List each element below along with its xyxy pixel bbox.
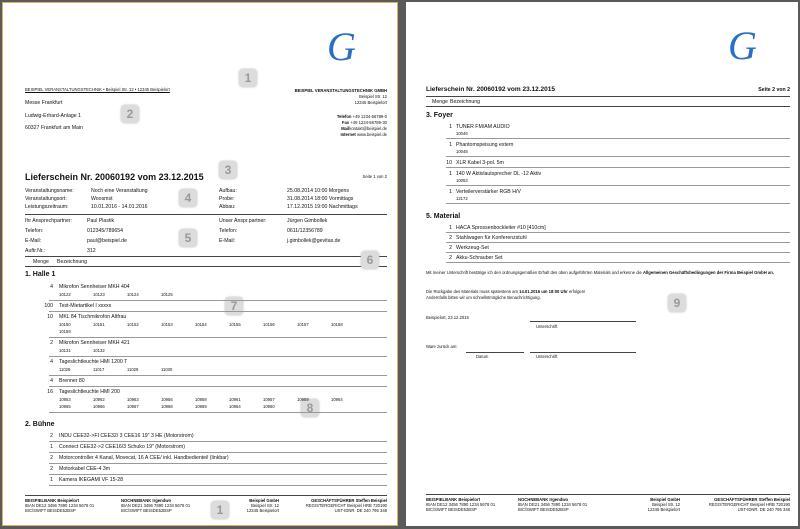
document-title: Lieferschein Nr. 20060192 vom 23.12.2015 <box>426 86 556 93</box>
item-description: MKL 84 Tischmikrofon Altfrau <box>59 314 127 320</box>
item-code: 10958 <box>195 397 207 402</box>
sender-line: BEISPIEL VERANSTALTUNGSTECHNIK • Beispiel Str. 12 • 12345 Beispielort <box>25 87 170 92</box>
recipient-city: 60327 Frankfurt am Main <box>25 125 83 131</box>
item-code: 10966 <box>93 404 105 409</box>
their-phone: 012345/789654 <box>87 228 124 234</box>
their-email: paul@beispiel.de <box>87 238 127 244</box>
footer-address: Beispiel GmbH Beispiel Str. 12 12345 Beispielort <box>246 498 279 513</box>
notify-text: Andernfalls bitten wir um schnellstmögliche Benachrichtigung. <box>426 295 541 300</box>
row-divider <box>446 167 790 168</box>
qty-column-header: Menge <box>33 259 49 265</box>
item-code: 10125 <box>161 292 173 297</box>
item-code: 10963 <box>127 397 139 402</box>
row-divider <box>49 375 387 376</box>
row-divider <box>49 311 387 312</box>
annotation-badge: 3 <box>219 161 237 179</box>
item-qty: 4 <box>50 284 53 290</box>
item-qty: 1 <box>449 171 452 177</box>
their-contact: Paul Plastik <box>87 218 115 224</box>
return-date-line <box>466 352 524 353</box>
annotation-badge: 2 <box>121 105 139 123</box>
item-qty: 10 <box>47 314 53 320</box>
item-description: Phantomspeisung extern <box>456 142 514 148</box>
footer-address: Beispiel GmbH Beispiel Str. 12 12345 Beispielort <box>647 497 680 512</box>
contact-mail: Mailkontakt@beispiel.de <box>341 126 387 131</box>
item-qty: 1 <box>50 444 53 450</box>
annotation-badge: 9 <box>668 294 686 312</box>
item-code: 10151 <box>93 322 105 327</box>
return-signature-line <box>530 352 636 353</box>
contact-web: Internet www.beispiel.de <box>340 132 387 137</box>
item-qty: 4 <box>50 378 53 384</box>
event-place: Woosmst <box>91 196 113 202</box>
item-qty: 100 <box>44 303 53 309</box>
our-phone-label: Telefon: <box>219 228 238 234</box>
item-qty: 16 <box>47 389 53 395</box>
item-qty: 1 <box>449 189 452 195</box>
company-logo: G <box>728 23 757 68</box>
footer-bank-2: NOCHNEBANK Irgendwo IBAN DE21 3456 7890 1234 5678 01 BIC/SWIFT BEISDE52BSP <box>518 497 588 512</box>
item-qty: 2 <box>50 466 53 472</box>
section-foyer: 3. Foyer <box>426 112 453 119</box>
row-divider <box>49 441 387 442</box>
item-description: Stahlwagen für Konferenzstuhl <box>456 235 527 241</box>
recipient-name: Messe Frankfurt <box>25 100 63 106</box>
our-phone: 0611/12356789 <box>287 228 323 234</box>
row-divider <box>49 463 387 464</box>
item-qty: 1 <box>449 142 452 148</box>
table-header-top-rule <box>25 256 387 257</box>
row-divider <box>49 356 387 357</box>
footer-rule <box>25 495 387 496</box>
annotation-badge: 7 <box>225 297 243 315</box>
document-title: Lieferschein Nr. 20060192 vom 23.12.2015 <box>25 172 204 182</box>
item-qty: 2 <box>449 235 452 241</box>
item-code: 10961 <box>229 397 241 402</box>
annotation-badge: 8 <box>301 399 319 417</box>
item-description: Akku-Schrauber Set <box>456 255 503 261</box>
item-qty: 10 <box>446 160 452 166</box>
annotation-badge: 1 <box>239 69 257 87</box>
their-email-label: E-Mail: <box>25 238 42 244</box>
section-hall-1: 1. Halle 1 <box>25 271 56 278</box>
item-code: 10048 <box>456 149 468 154</box>
item-description: Kamera IKEGAMI VF 15-28 <box>59 477 124 483</box>
annotation-badge: 4 <box>179 189 197 207</box>
item-code: 10959 <box>297 397 309 402</box>
row-divider <box>446 242 790 243</box>
company-logo: G <box>327 24 356 69</box>
footer-bank-2: NOCHNEBANK Irgendwo IBAN DE21 3456 7890 1234 5678 01 BIC/SWIFT BEISDE52BSP <box>121 498 191 513</box>
table-header-bottom-rule <box>25 266 387 267</box>
their-contact-label: Ihr Ansprechpartner: <box>25 218 73 224</box>
item-description: Test-Mietartikel I xxxxx <box>59 303 112 309</box>
item-qty: 2 <box>449 245 452 251</box>
contact-fax: Fax +49 1234-56789-30 <box>341 120 387 125</box>
item-code: 11030 <box>161 367 173 372</box>
footer-bank-1: BEISPIELBANK Beispielort IBAN DE12 3456 7890 1234 5678 01 BIC/SWIFT BEISDE52BSP <box>25 498 95 513</box>
item-code: 11017 <box>93 367 105 372</box>
page-number: Seite 1 von 2 <box>362 174 387 179</box>
item-code: 10153 <box>161 322 173 327</box>
row-divider <box>49 337 387 338</box>
their-phone-label: Telefon: <box>25 228 44 234</box>
service-period: 10.01.2016 - 14.01.2016 <box>91 204 148 210</box>
item-description: Mikrofon Sennheiser MKH 404 <box>59 284 130 290</box>
item-qty: 2 <box>50 433 53 439</box>
row-divider <box>49 452 387 453</box>
row-divider <box>446 262 790 263</box>
item-code: 11028 <box>59 367 71 372</box>
item-code: 10122 <box>59 292 71 297</box>
item-code: 10967 <box>127 404 139 409</box>
our-email: j.gimbollek@gevitas.de <box>287 238 341 244</box>
our-contact: Jürgen Gimbollek <box>287 218 328 224</box>
item-description: XLR Kabel 3-pol. 5m <box>456 160 504 166</box>
rehearsal-label: Probe: <box>219 196 235 202</box>
annotation-badge: 6 <box>361 251 379 269</box>
item-code: 10131 <box>59 348 71 353</box>
item-code: 10152 <box>127 322 139 327</box>
footer-bank-1: BEISPIELBANK Beispielort IBAN DE12 3456 7890 1234 5678 01 BIC/SWIFT BEISDE52BSP <box>426 497 496 512</box>
return-deadline: Die Rückgabe des Materials muss spätestens am 14.01.2016 um 18:00 Uhr erfolgen! <box>426 289 586 294</box>
our-email-label: E-Mail: <box>219 238 236 244</box>
item-code: 12172 <box>456 196 468 201</box>
returned-on-label: Ware zurück am: <box>426 344 458 349</box>
item-code: 10965 <box>59 404 71 409</box>
confirmation-text: Mit meiner Unterschrift bestätige ich den ordnungsgemäßen Erhalt des oben aufgeführten Materials und erkenne die Allgemeinen Geschäftsbedingungen der Firma Beispiel GmbH an. <box>426 270 774 275</box>
section-material: 5. Material <box>426 213 461 220</box>
company-name: BEISPIEL VERANSTALTUNGSTECHNIK GMBH <box>294 88 387 93</box>
item-code: 10159 <box>59 329 71 334</box>
item-qty: 2 <box>449 255 452 261</box>
footer-rule <box>426 494 790 495</box>
item-code: 10154 <box>195 322 207 327</box>
item-code: 10053 <box>456 178 468 183</box>
item-qty: 1 <box>449 124 452 130</box>
order-number-label: Auftr.Nr.: <box>25 248 46 254</box>
item-description: Werkzeug-Set <box>456 245 489 251</box>
item-description: HACA Sprossenbockleiter #10 [410cm] <box>456 225 546 231</box>
company-city: 12345 Beispielort <box>354 100 387 105</box>
item-code: 10968 <box>161 404 173 409</box>
date-label: Datum <box>476 354 489 359</box>
item-code: 10957 <box>263 397 275 402</box>
item-description: 140 W Aktivlautsprecher DL -12 Aktiv <box>456 171 542 177</box>
delivery-note-page-1 <box>2 2 398 526</box>
footer-legal: GESCHÄFTSFÜHRER Steffen Beispiel REGISTERGERICHT Beispiel HRB 720190 UST-IDNR. DE 240 795 348 <box>708 497 790 512</box>
item-code: 10954 <box>229 404 241 409</box>
teardown-label: Abbau: <box>219 204 236 210</box>
footer-legal: GESCHÄFTSFÜHRER Steffen Beispiel REGISTERGERICHT Beispiel HRB 720190 UST-IDNR. DE 240 795 348 <box>305 498 387 513</box>
desc-column-header: Bezeichnung <box>450 99 480 105</box>
item-qty: 2 <box>50 340 53 346</box>
item-code: 11029 <box>127 367 139 372</box>
item-description: Motorcontroller 4 Kanal, Movecat, 16 A CEE/ inkl. Handbedienteil (linkbar) <box>59 455 229 461</box>
item-description: Tageslichtleuchte HMI 200 <box>59 389 120 395</box>
teardown-time: 17.12.2015 19:00 Nachmittags <box>287 204 358 210</box>
row-divider <box>446 138 790 139</box>
item-code: 10156 <box>263 322 275 327</box>
item-code: 10123 <box>93 292 105 297</box>
signature-label: Unterschrift <box>536 324 558 329</box>
item-code: 10962 <box>93 397 105 402</box>
item-code: 10953 <box>59 397 71 402</box>
signature-line <box>530 321 636 322</box>
page-number: Seite 2 von 2 <box>758 87 790 93</box>
item-code: 10132 <box>93 348 105 353</box>
item-qty: 2 <box>50 455 53 461</box>
row-divider <box>49 485 387 486</box>
item-description: INDU CEE32->FI CEE32/ 3 CEE16 19" 3 HE (Motorstrom) <box>59 433 194 439</box>
service-period-label: Leistungszeitraum: <box>25 204 69 210</box>
item-qty: 4 <box>50 359 53 365</box>
section-stage: 2. Bühne <box>25 421 55 428</box>
desc-column-header: Bezeichnung <box>57 259 87 265</box>
delivery-note-page-2 <box>406 2 798 526</box>
item-description: TUNER FM/AM AUDIO <box>456 124 510 130</box>
item-code: 10969 <box>195 404 207 409</box>
row-divider <box>49 386 387 387</box>
company-street: Beispiel Str. 12 <box>359 94 387 99</box>
event-name: Noch eine Veranstaltung <box>91 188 148 194</box>
item-code: 10158 <box>331 322 343 327</box>
item-description: Brenner 80 <box>59 378 85 384</box>
row-divider <box>446 232 790 233</box>
row-divider <box>446 185 790 186</box>
place-date: Beispielort, 23.12.2015 <box>426 315 469 320</box>
item-description: Connect CEE32->2 CEE16/3 Schuko 19" (Motorstrom) <box>59 444 185 450</box>
contact-phone: Telefon +49 1234-56789-0 <box>336 114 387 119</box>
row-divider <box>49 300 387 301</box>
item-description: Verteilerverstärker RGB H/V <box>456 189 521 195</box>
row-divider <box>49 474 387 475</box>
item-code: 10150 <box>59 322 71 327</box>
event-name-label: Veranstaltungsname: <box>25 188 74 194</box>
item-code: 10124 <box>127 292 139 297</box>
item-description: Tageslichtleuchte HMI 1200 T <box>59 359 128 365</box>
item-code: 10956 <box>161 397 173 402</box>
signature-label-2: Unterschrift <box>536 354 558 359</box>
recipient-street: Ludwig-Erhard-Anlage 1 <box>25 113 81 119</box>
table-header-top-rule <box>426 96 790 97</box>
item-code: 10960 <box>263 404 275 409</box>
table-header-bottom-rule <box>426 106 790 107</box>
row-divider <box>446 203 790 204</box>
row-divider <box>446 252 790 253</box>
divider <box>25 214 387 215</box>
our-contact-label: Unser Anspr.partner: <box>219 218 267 224</box>
rehearsal-time: 31.08.2014 18:00 Vormittags <box>287 196 354 202</box>
annotation-badge: 1 <box>211 501 229 519</box>
item-description: Mikrofon Sennheiser MKH 421 <box>59 340 130 346</box>
row-divider <box>446 156 790 157</box>
item-code: 10157 <box>297 322 309 327</box>
item-code: 10964 <box>331 397 343 402</box>
qty-column-header: Menge <box>432 99 448 105</box>
event-place-label: Veranstaltungsort: <box>25 196 67 202</box>
item-code: 10046 <box>456 131 468 136</box>
item-qty: 1 <box>449 225 452 231</box>
setup-label: Aufbau: <box>219 188 237 194</box>
row-divider <box>49 412 387 413</box>
setup-time: 25.08.2014 10:00 Morgens <box>287 188 350 194</box>
annotation-badge: 5 <box>179 229 197 247</box>
order-number: 312 <box>87 248 96 254</box>
item-description: Motorkabel CEE-4 3m <box>59 466 111 472</box>
item-qty: 1 <box>50 477 53 483</box>
item-code: 10155 <box>229 322 241 327</box>
